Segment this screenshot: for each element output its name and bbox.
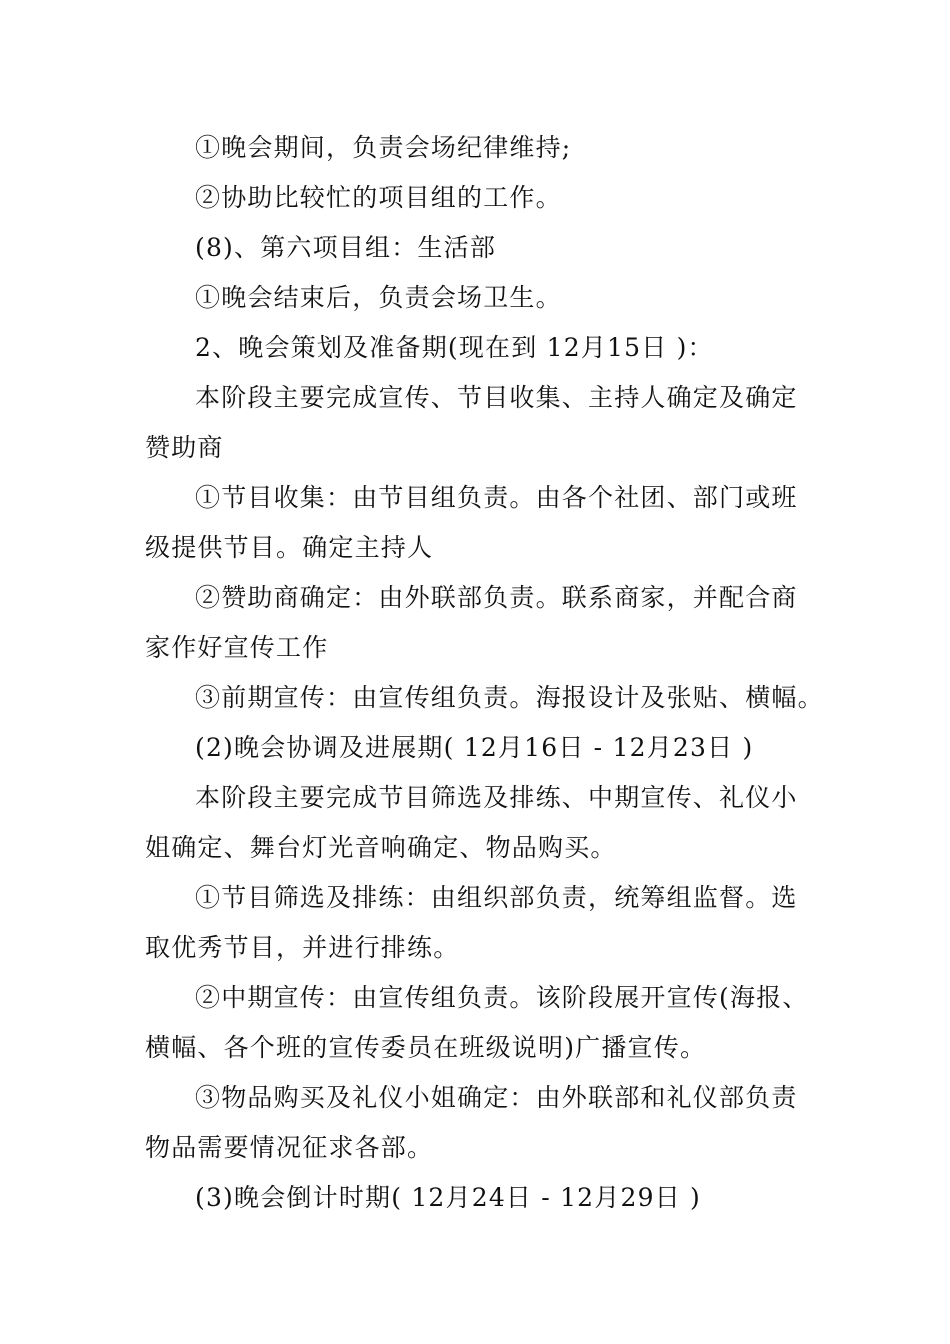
text-line-7: 赞助商 <box>145 433 224 462</box>
text-line-2: ②协助比较忙的项目组的工作。 <box>195 183 562 212</box>
text-line-21: 物品需要情况征求各部。 <box>145 1133 434 1162</box>
text-line-8: ①节目收集：由节目组负责。由各个社团、部门或班 <box>195 483 798 512</box>
text-line-12: ③前期宣传：由宣传组负责。海报设计及张贴、横幅。 <box>195 683 824 712</box>
text-line-11: 家作好宣传工作 <box>145 633 329 662</box>
text-line-16: ①节目筛选及排练：由组织部负责，统筹组监督。选 <box>195 883 798 912</box>
text-line-6: 本阶段主要完成宣传、节目收集、主持人确定及确定 <box>195 383 798 412</box>
text-line-14: 本阶段主要完成节目筛选及排练、中期宣传、礼仪小 <box>195 783 798 812</box>
text-line-19: 横幅、各个班的宣传委员在班级说明)广播宣传。 <box>145 1033 707 1062</box>
text-line-22: (3)晚会倒计时期( 12月24日 - 12月29日 ) <box>195 1183 702 1212</box>
text-line-9: 级提供节目。确定主持人 <box>145 533 434 562</box>
text-line-1: ①晚会期间，负责会场纪律维持; <box>195 133 572 162</box>
text-line-5: 2、晚会策划及准备期(现在到 12月15日 )： <box>195 333 714 362</box>
text-line-4: ①晚会结束后，负责会场卫生。 <box>195 283 562 312</box>
text-line-15: 姐确定、舞台灯光音响确定、物品购买。 <box>145 833 617 862</box>
text-line-3: (8)、第六项目组：生活部 <box>195 233 497 262</box>
text-line-20: ③物品购买及礼仪小姐确定：由外联部和礼仪部负责 <box>195 1083 798 1112</box>
text-line-17: 取优秀节目，并进行排练。 <box>145 933 460 962</box>
text-line-18: ②中期宣传：由宣传组负责。该阶段展开宣传(海报、 <box>195 983 809 1012</box>
text-line-13: (2)晚会协调及进展期( 12月16日 - 12月23日 ) <box>195 733 754 762</box>
text-line-10: ②赞助商确定：由外联部负责。联系商家，并配合商 <box>195 583 798 612</box>
